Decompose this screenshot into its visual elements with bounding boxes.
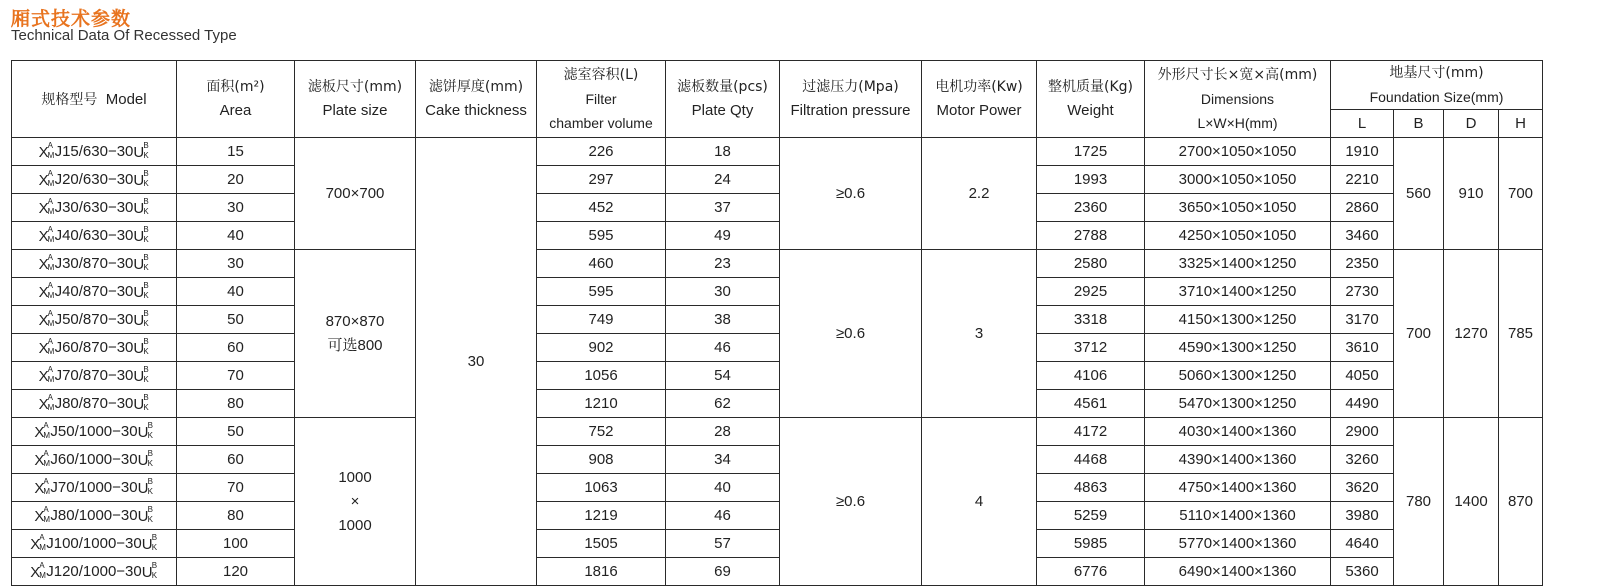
- dimensions-cell: 2700×1050×1050: [1145, 138, 1331, 166]
- model-suffix-mark: U B K: [133, 393, 149, 414]
- model-suffix-mark: U B K: [133, 225, 149, 246]
- model-prefix-mark: X A M: [38, 393, 55, 414]
- dimensions-cell: 4250×1050×1050: [1145, 222, 1331, 250]
- table-row: [12, 194, 1543, 222]
- header-cake-thickness: 滤饼厚度(mm) Cake thickness: [416, 61, 537, 138]
- plate-qty-cell: 46: [666, 502, 780, 530]
- model-cell: [12, 306, 177, 334]
- model-prefix-mark: X A M: [34, 505, 51, 526]
- plate-size-line: ×: [350, 492, 360, 510]
- area-cell: 100: [177, 530, 295, 558]
- filtration-pressure-cell: ≥0.6: [780, 418, 922, 586]
- model-suffix-mark: U B K: [137, 505, 153, 526]
- plate-qty-cell: 18: [666, 138, 780, 166]
- model-code: J100/1000−30: [46, 534, 142, 552]
- header-plate-qty: 滤板数量(pcs) Plate Qty: [666, 61, 780, 138]
- chamber-volume-cell: 1056: [537, 362, 666, 390]
- foundation-l-cell: 3460: [1331, 222, 1394, 250]
- model-cell: [12, 166, 177, 194]
- weight-cell: 4863: [1037, 474, 1145, 502]
- model-suffix-mark: U B K: [137, 477, 153, 498]
- motor-power-cell: 4: [922, 418, 1037, 586]
- foundation-l-cell: 5360: [1331, 558, 1394, 586]
- foundation-d-cell: 1400: [1444, 418, 1499, 586]
- table-row: [12, 390, 1543, 418]
- model-code: J20/630−30: [54, 170, 134, 188]
- model-cell: [12, 278, 177, 306]
- header-dimensions: 外形尺寸长×宽×高(mm) Dimensions L×W×H(mm): [1145, 61, 1331, 138]
- plate-size-line: 1000: [338, 516, 372, 534]
- foundation-l-cell: 3980: [1331, 502, 1394, 530]
- header-foundation-l: L: [1331, 110, 1394, 138]
- table-row: [12, 446, 1543, 474]
- header-chamber-volume: 滤室容积(L) Filter chamber volume: [537, 61, 666, 138]
- dimensions-cell: 5060×1300×1250: [1145, 362, 1331, 390]
- plate-qty-cell: 62: [666, 390, 780, 418]
- foundation-l-cell: 2210: [1331, 166, 1394, 194]
- spec-table-body: [12, 138, 1543, 586]
- foundation-l-cell: 2730: [1331, 278, 1394, 306]
- foundation-h-cell: 785: [1499, 250, 1543, 418]
- foundation-l-cell: 1910: [1331, 138, 1394, 166]
- foundation-l-cell: 4050: [1331, 362, 1394, 390]
- model-code: J70/1000−30: [50, 478, 138, 496]
- foundation-b-cell: 560: [1394, 138, 1444, 250]
- model-prefix-mark: X A M: [38, 281, 55, 302]
- model-code: J120/1000−30: [46, 562, 142, 580]
- dimensions-cell: 4750×1400×1360: [1145, 474, 1331, 502]
- table-row: [12, 166, 1543, 194]
- model-code: J40/630−30: [54, 226, 134, 244]
- model-cell: [12, 502, 177, 530]
- weight-cell: 2360: [1037, 194, 1145, 222]
- foundation-l-cell: 3260: [1331, 446, 1394, 474]
- table-row: [12, 278, 1543, 306]
- model-suffix-mark: U B K: [133, 309, 149, 330]
- table-row: [12, 250, 1543, 278]
- header-foundation-d: D: [1444, 110, 1499, 138]
- plate-qty-cell: 38: [666, 306, 780, 334]
- plate-qty-cell: 46: [666, 334, 780, 362]
- dimensions-cell: 4150×1300×1250: [1145, 306, 1331, 334]
- model-prefix-mark: X A M: [38, 169, 55, 190]
- table-row: [12, 306, 1543, 334]
- plate-qty-cell: 54: [666, 362, 780, 390]
- table-row: [12, 558, 1543, 586]
- dimensions-cell: 4030×1400×1360: [1145, 418, 1331, 446]
- foundation-l-cell: 3170: [1331, 306, 1394, 334]
- plate-qty-cell: 37: [666, 194, 780, 222]
- chamber-volume-cell: 595: [537, 222, 666, 250]
- model-suffix-mark: U B K: [133, 197, 149, 218]
- dimensions-cell: 3650×1050×1050: [1145, 194, 1331, 222]
- foundation-h-cell: 870: [1499, 418, 1543, 586]
- plate-qty-cell: 40: [666, 474, 780, 502]
- weight-cell: 2925: [1037, 278, 1145, 306]
- foundation-l-cell: 2860: [1331, 194, 1394, 222]
- table-row: [12, 502, 1543, 530]
- model-cell: [12, 530, 177, 558]
- model-suffix-mark: U B K: [141, 533, 158, 554]
- model-suffix-mark: U B K: [137, 421, 153, 442]
- header-foundation-size: 地基尺寸(mm) Foundation Size(mm): [1331, 61, 1543, 110]
- model-code: J60/1000−30: [50, 450, 138, 468]
- plate-qty-cell: 69: [666, 558, 780, 586]
- dimensions-cell: 5110×1400×1360: [1145, 502, 1331, 530]
- plate-qty-cell: 57: [666, 530, 780, 558]
- area-cell: 60: [177, 446, 295, 474]
- model-cell: [12, 334, 177, 362]
- weight-cell: 2580: [1037, 250, 1145, 278]
- area-cell: 70: [177, 474, 295, 502]
- cake-thickness-cell: 30: [416, 138, 537, 586]
- header-foundation-b: B: [1394, 110, 1444, 138]
- plate-qty-cell: 28: [666, 418, 780, 446]
- weight-cell: 5259: [1037, 502, 1145, 530]
- model-suffix-mark: U B K: [133, 281, 149, 302]
- model-suffix-mark: U B K: [133, 169, 149, 190]
- model-prefix-mark: X A M: [38, 365, 55, 386]
- weight-cell: 2788: [1037, 222, 1145, 250]
- filtration-pressure-cell: ≥0.6: [780, 250, 922, 418]
- weight-cell: 3712: [1037, 334, 1145, 362]
- model-prefix-mark: X A M: [34, 449, 51, 470]
- area-cell: 40: [177, 278, 295, 306]
- chamber-volume-cell: 595: [537, 278, 666, 306]
- model-cell: [12, 390, 177, 418]
- dimensions-cell: 4390×1400×1360: [1145, 446, 1331, 474]
- table-row: [12, 530, 1543, 558]
- model-suffix-mark: U B K: [133, 141, 149, 162]
- model-suffix-mark: U B K: [133, 365, 149, 386]
- header-foundation-h: H: [1499, 110, 1543, 138]
- model-code: J70/870−30: [54, 366, 134, 384]
- dimensions-cell: 4590×1300×1250: [1145, 334, 1331, 362]
- model-prefix-mark: X A M: [38, 141, 55, 162]
- dimensions-cell: 5770×1400×1360: [1145, 530, 1331, 558]
- area-cell: 80: [177, 502, 295, 530]
- model-prefix-mark: X A M: [38, 225, 55, 246]
- chamber-volume-cell: 902: [537, 334, 666, 362]
- area-cell: 30: [177, 250, 295, 278]
- table-row: [12, 334, 1543, 362]
- plate-size-cell: [295, 250, 416, 418]
- page-subtitle: Technical Data Of Recessed Type: [11, 27, 237, 44]
- model-prefix-mark: X A M: [38, 253, 55, 274]
- model-suffix-mark: U B K: [141, 561, 158, 582]
- model-suffix-mark: U B K: [137, 449, 153, 470]
- plate-qty-cell: 49: [666, 222, 780, 250]
- foundation-l-cell: 2900: [1331, 418, 1394, 446]
- model-cell: [12, 446, 177, 474]
- foundation-d-cell: 910: [1444, 138, 1499, 250]
- dimensions-cell: 5470×1300×1250: [1145, 390, 1331, 418]
- chamber-volume-cell: 1505: [537, 530, 666, 558]
- chamber-volume-cell: 1219: [537, 502, 666, 530]
- chamber-volume-cell: 226: [537, 138, 666, 166]
- header-motor-power: 电机功率(Kw) Motor Power: [922, 61, 1037, 138]
- model-cell: [12, 474, 177, 502]
- model-prefix-mark: X A M: [30, 561, 46, 582]
- header-area: 面积(m²) Area: [177, 61, 295, 138]
- chamber-volume-cell: 1063: [537, 474, 666, 502]
- header-weight: 整机质量(Kg) Weight: [1037, 61, 1145, 138]
- model-cell: [12, 558, 177, 586]
- table-row: [12, 418, 1543, 446]
- model-code: J60/870−30: [54, 338, 134, 356]
- table-row: [12, 138, 1543, 166]
- model-suffix-mark: U B K: [133, 253, 149, 274]
- model-suffix-mark: U B K: [133, 337, 149, 358]
- model-cell: [12, 194, 177, 222]
- page-title: 厢式技术参数: [11, 8, 132, 30]
- plate-size-cell: [295, 138, 416, 250]
- chamber-volume-cell: 1816: [537, 558, 666, 586]
- model-code: J30/630−30: [54, 198, 134, 216]
- model-code: J80/870−30: [54, 394, 134, 412]
- model-prefix-mark: X A M: [38, 197, 55, 218]
- foundation-d-cell: 1270: [1444, 250, 1499, 418]
- dimensions-cell: 3710×1400×1250: [1145, 278, 1331, 306]
- plate-size-line: 可选800: [327, 336, 383, 354]
- area-cell: 120: [177, 558, 295, 586]
- model-cell: [12, 250, 177, 278]
- chamber-volume-cell: 752: [537, 418, 666, 446]
- model-cell: [12, 418, 177, 446]
- weight-cell: 4468: [1037, 446, 1145, 474]
- weight-cell: 4106: [1037, 362, 1145, 390]
- plate-size-line: 1000: [338, 468, 372, 486]
- model-code: J40/870−30: [54, 282, 134, 300]
- weight-cell: 5985: [1037, 530, 1145, 558]
- chamber-volume-cell: 297: [537, 166, 666, 194]
- area-cell: 60: [177, 334, 295, 362]
- model-cell: [12, 222, 177, 250]
- table-row: [12, 362, 1543, 390]
- model-code: J80/1000−30: [50, 506, 138, 524]
- foundation-l-cell: 2350: [1331, 250, 1394, 278]
- dimensions-cell: 3325×1400×1250: [1145, 250, 1331, 278]
- weight-cell: 4172: [1037, 418, 1145, 446]
- foundation-b-cell: 700: [1394, 250, 1444, 418]
- header-filtration-pressure: 过滤压力(Mpa) Filtration pressure: [780, 61, 922, 138]
- model-cell: [12, 138, 177, 166]
- area-cell: 70: [177, 362, 295, 390]
- foundation-l-cell: 4490: [1331, 390, 1394, 418]
- chamber-volume-cell: 1210: [537, 390, 666, 418]
- chamber-volume-cell: 460: [537, 250, 666, 278]
- area-cell: 50: [177, 418, 295, 446]
- weight-cell: 1993: [1037, 166, 1145, 194]
- model-code: J30/870−30: [54, 254, 134, 272]
- dimensions-cell: 3000×1050×1050: [1145, 166, 1331, 194]
- area-cell: 80: [177, 390, 295, 418]
- model-prefix-mark: X A M: [34, 421, 51, 442]
- area-cell: 50: [177, 306, 295, 334]
- plate-qty-cell: 30: [666, 278, 780, 306]
- header-model: 规格型号 Model: [12, 61, 177, 138]
- foundation-l-cell: 4640: [1331, 530, 1394, 558]
- area-cell: 20: [177, 166, 295, 194]
- weight-cell: 4561: [1037, 390, 1145, 418]
- motor-power-cell: 3: [922, 250, 1037, 418]
- model-prefix-mark: X A M: [34, 477, 51, 498]
- motor-power-cell: 2.2: [922, 138, 1037, 250]
- model-prefix-mark: X A M: [30, 533, 46, 554]
- spec-table: [11, 60, 1543, 586]
- model-code: J50/870−30: [54, 310, 134, 328]
- chamber-volume-cell: 749: [537, 306, 666, 334]
- area-cell: 15: [177, 138, 295, 166]
- plate-size-line: 870×870: [325, 312, 385, 330]
- plate-qty-cell: 23: [666, 250, 780, 278]
- filtration-pressure-cell: ≥0.6: [780, 138, 922, 250]
- table-row: [12, 474, 1543, 502]
- foundation-h-cell: 700: [1499, 138, 1543, 250]
- model-prefix-mark: X A M: [38, 337, 55, 358]
- weight-cell: 1725: [1037, 138, 1145, 166]
- weight-cell: 6776: [1037, 558, 1145, 586]
- plate-qty-cell: 34: [666, 446, 780, 474]
- header-plate-size: 滤板尺寸(mm) Plate size: [295, 61, 416, 138]
- weight-cell: 3318: [1037, 306, 1145, 334]
- model-code: J15/630−30: [54, 142, 134, 160]
- table-row: [12, 222, 1543, 250]
- plate-qty-cell: 24: [666, 166, 780, 194]
- foundation-l-cell: 3610: [1331, 334, 1394, 362]
- foundation-l-cell: 3620: [1331, 474, 1394, 502]
- plate-size-line: 700×700: [325, 184, 385, 202]
- dimensions-cell: 6490×1400×1360: [1145, 558, 1331, 586]
- area-cell: 40: [177, 222, 295, 250]
- plate-size-cell: [295, 418, 416, 586]
- chamber-volume-cell: 908: [537, 446, 666, 474]
- model-prefix-mark: X A M: [38, 309, 55, 330]
- chamber-volume-cell: 452: [537, 194, 666, 222]
- model-code: J50/1000−30: [50, 422, 138, 440]
- foundation-b-cell: 780: [1394, 418, 1444, 586]
- model-cell: [12, 362, 177, 390]
- area-cell: 30: [177, 194, 295, 222]
